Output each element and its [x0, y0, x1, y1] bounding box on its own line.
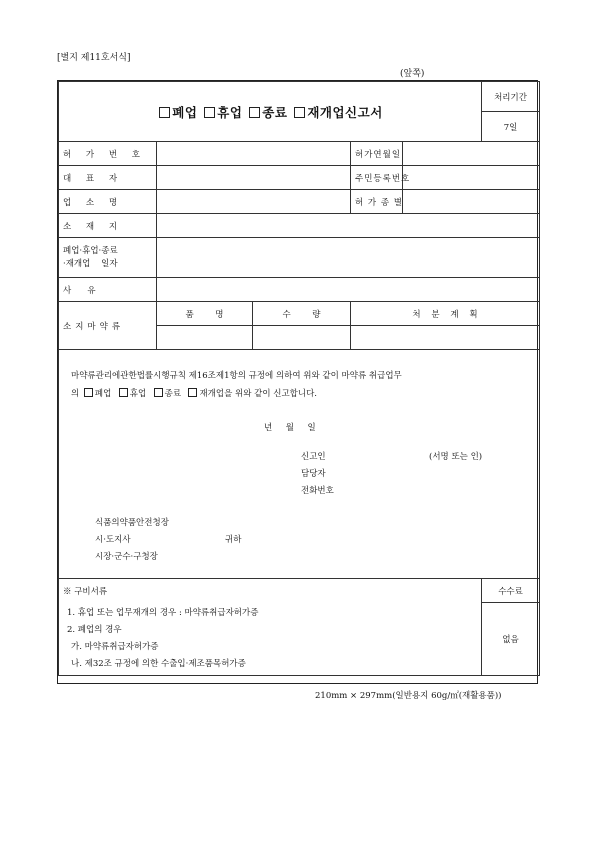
checkbox-termination[interactable]: [249, 107, 260, 118]
sign-note: (서명 또는 인): [429, 452, 483, 462]
label-business-name: 업 소 명: [59, 190, 157, 214]
attachment-item2: 2. 폐업의 경우: [67, 624, 122, 635]
label-permit-date: 허가연월일: [351, 142, 403, 166]
checkbox-stmt-reopening[interactable]: [188, 388, 197, 397]
column-product: 품 명: [157, 302, 253, 326]
label-reason: 사 유: [59, 278, 157, 302]
statement-line2: 의 폐업 휴업 종료 재개업을 위와 같이 신고합니다.: [71, 389, 318, 399]
label-applicant: 신고인: [301, 452, 326, 462]
attachment-item2b: 나. 제32조 규정에 의한 수출입·제조품목허가증: [71, 658, 246, 669]
statement-section: [59, 350, 540, 579]
field-permit-type[interactable]: [403, 190, 540, 214]
field-representative[interactable]: [157, 166, 351, 190]
statement-date: 년 월 일: [264, 423, 316, 433]
checkbox-stmt-suspension[interactable]: [119, 388, 128, 397]
label-representative: 대 표 자: [59, 166, 157, 190]
checkbox-stmt-closure[interactable]: [84, 388, 93, 397]
fee-value: 없음: [482, 603, 540, 676]
field-permit-date[interactable]: [403, 142, 540, 166]
field-date[interactable]: [157, 238, 540, 278]
column-disposal-plan: 처 분 계 획: [351, 302, 540, 326]
label-date: 폐업·휴업·종료 ·재개업 일자: [59, 238, 157, 278]
attachments-heading: ※ 구비서류: [59, 579, 482, 603]
field-business-name[interactable]: [157, 190, 351, 214]
checkbox-stmt-termination[interactable]: [154, 388, 163, 397]
field-quantity[interactable]: [253, 326, 351, 350]
honorific: 귀하: [225, 535, 242, 545]
field-resident-number[interactable]: [403, 166, 540, 190]
field-product[interactable]: [157, 326, 253, 350]
attachments-list: [59, 603, 482, 676]
form-number: [별지 제11호서식]: [57, 53, 131, 63]
label-permit-number: 허 가 번 호: [59, 142, 157, 166]
checkbox-closure[interactable]: [159, 107, 170, 118]
paper-spec: 210mm × 297mm(일반용지 60g/㎡(재활용품)): [315, 691, 502, 701]
statement-line1: 마약류관리에관한법률시행규칙 제16조제1항의 규정에 의하여 위와 같이 마약류 취급업무: [71, 371, 402, 381]
label-resident-number: 주민등록번호: [351, 166, 403, 190]
label-location: 소 재 지: [59, 214, 157, 238]
fee-label: 수수료: [482, 579, 540, 603]
processing-period-label: 처리기간: [482, 82, 540, 112]
checkbox-suspension[interactable]: [204, 107, 215, 118]
attachment-item2a: 가. 마약류취급자허가증: [71, 641, 159, 652]
form-frame: [57, 80, 538, 684]
form-title: 폐업 휴업 종료 재개업신고서: [59, 82, 482, 142]
form-table: [58, 81, 540, 676]
recipient-kfda: 식품의약품안전청장: [95, 518, 169, 528]
processing-period-value: 7일: [482, 112, 540, 142]
field-location[interactable]: [157, 214, 540, 238]
label-phone: 전화번호: [301, 486, 334, 496]
label-holdings: 소지마약류: [59, 302, 157, 350]
field-reason[interactable]: [157, 278, 540, 302]
attachment-item1: 1. 휴업 또는 업무재개의 경우 : 마약류취급자허가증: [67, 607, 259, 618]
column-quantity: 수 량: [253, 302, 351, 326]
label-person-in-charge: 담당자: [301, 469, 326, 479]
page-side-note: (앞쪽): [400, 69, 425, 79]
recipient-governor: 시·도지사: [95, 535, 131, 545]
label-permit-type: 허 가 종 별: [351, 190, 403, 214]
recipient-mayor: 시장·군수·구청장: [95, 552, 158, 562]
field-disposal-plan[interactable]: [351, 326, 540, 350]
checkbox-reopening[interactable]: [294, 107, 305, 118]
field-permit-number[interactable]: [157, 142, 351, 166]
